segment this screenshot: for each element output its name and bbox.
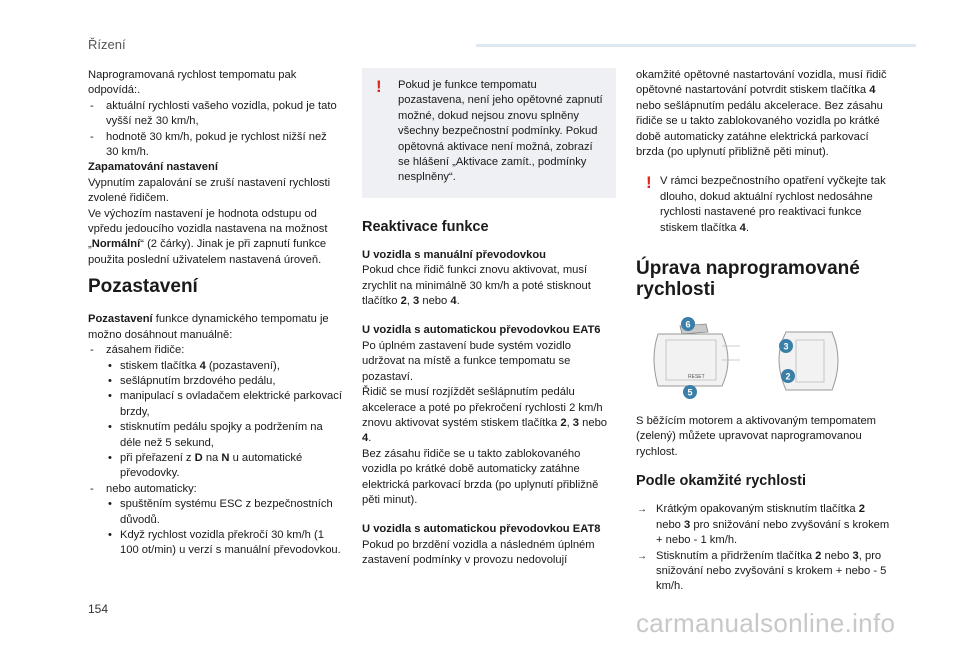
list-item: • stiskem tlačítka 4 (pozastavení), (106, 359, 342, 374)
header-bar (476, 44, 916, 47)
eat6-text-1: Po úplném zastavení bude systém vozidlo udržovat na místě a funkce tempomatu se pozastaví. (362, 339, 571, 383)
label-badge-5 (683, 385, 697, 399)
label-badge-3 (779, 339, 793, 353)
pause-list (88, 343, 342, 559)
list-item: • při přeřazení z D na N u automatické převodovky. (106, 451, 342, 482)
pause-intro: Pozastavení funkce dynamického tempomatu je možno dosáhnout manuálně: (88, 313, 329, 341)
column-2 (362, 68, 616, 569)
watermark: carmanualsonline.info (636, 608, 896, 638)
page-header-title: Řízení (88, 37, 126, 52)
reactivation-heading: Reaktivace funkce (362, 218, 489, 235)
edit-speed-heading: Úprava naprogramované rychlosti (636, 258, 860, 301)
intro-list (88, 99, 342, 161)
manual-text: Pokud chce řidič funkci znovu aktivovat, musí zrychlit na minimálně 30 km/h a poté stisknout tlačítko 2, 3 nebo 4. (362, 264, 591, 308)
driver-actions-list (106, 359, 342, 482)
pause-heading: Pozastavení (88, 276, 198, 298)
warning-note-text: V rámci bezpečnostního opatření vyčkejte tak dlouho, dokud aktuální rychlost nedosáhne rychlosti nastavené pro reaktivaci funkce stiskem tlačítka 4. (660, 175, 886, 234)
svg-text:5: 5 (687, 387, 693, 398)
list-item: - hodnotě 30 km/h, pokud je rychlost nižší než 30 km/h. (88, 130, 342, 161)
instant-speed-heading: Podle okamžité rychlosti (636, 473, 807, 490)
list-item: - zásahem řidiče: • stiskem tlačítka 4 (pozastavení), • sešlápnutím brzdového pedálu, • manipulací s ovladačem elektrické parkovací brzdy, • stisknutím pedálu spojky a podržením na déle než 5 sekund, • při přeřazení z D na N u automatické převodovky. (88, 343, 342, 482)
eat6-title: U vozidla s automatickou převodovkou EAT6 (362, 324, 601, 337)
eat8-text: Pokud po brzdění vozidla a následném úplném zastavení podmínky v provozu nedovolují (362, 538, 595, 567)
pill-label: RESET (688, 374, 705, 381)
memory-title: Zapamatování nastavení (88, 161, 218, 174)
memory-text-2: Ve výchozím nastavení je hodnota odstupu od vpředu jedoucího vozidla nastavena na možnost „Normální“ (2 čárky). Jinak je při zapnutí funkce použita poslední uživatelem nastavená úroveň. (88, 207, 328, 266)
page-number: 154 (88, 602, 109, 616)
manual-title: U vozidla s manuální převodovkou (362, 248, 547, 261)
warning-icon: ! (646, 173, 652, 193)
eat6-text-2: Řidič se musí rozjíždět sešlápnutím pedálu akcelerace a poté po překročení rychlosti 2 km/h znovu aktivovat systém stiskem tlačítka 2, 3 nebo 4. (362, 386, 608, 445)
list-item: - aktuální rychlosti vašeho vozidla, pokud je tato vyšší než 30 km/h, (88, 99, 342, 130)
svg-text:6: 6 (685, 319, 691, 330)
column-3 (636, 68, 890, 595)
auto-actions-list (106, 497, 342, 559)
stalk-illustration (636, 316, 890, 400)
instructions-list (636, 502, 890, 594)
label-badge-2 (781, 369, 795, 383)
list-item: • manipulací s ovladačem elektrické parkovací brzdy, (106, 389, 342, 420)
engine-running-text: S běžícím motorem a aktivovaným tempomatem (zelený) můžete upravovat naprogramovanou rychlost. (636, 415, 876, 458)
svg-text:3: 3 (783, 341, 789, 352)
warning-note (636, 174, 890, 236)
list-item: • sešlápnutím brzdového pedálu, (106, 374, 342, 389)
memory-text-1: Vypnutím zapalování se zruší nastavení rychlosti zvolené řidičem. (88, 176, 331, 205)
warning-box (362, 68, 616, 198)
eat6-text-3: Bez zásahu řidiče se u takto zablokovaného vozidla po krátké době automaticky zatáhne elektrická parkovací brzda (po uplynutí přibližně pěti minut). (362, 447, 599, 506)
list-item: → Stisknutím a přidržením tlačítka 2 nebo 3, pro snižování nebo zvyšování s krokem + nebo - 5 km/h. (636, 549, 890, 595)
list-item: • spuštěním systému ESC z bezpečnostních důvodů. (106, 497, 342, 528)
list-item: • stisknutím pedálu spojky a podržením na déle než 5 sekund, (106, 420, 342, 451)
svg-text:2: 2 (785, 371, 791, 382)
continued-text: okamžité opětovné nastartování vozidla, musí řidič opětovné nastartování potvrdit stiskem tlačítka 4 nebo sešlápnutím pedálu akcelerace. Bez zásahu řidiče se u takto zablokovaného vozidla po krátké době automaticky zatáhne elektrická parkovací brzda (po uplynutí přibližně pěti minut). (636, 69, 887, 159)
cruise-control-figure (636, 316, 890, 400)
list-item: - nebo automaticky: • spuštěním systému ESC z bezpečnostních důvodů. • Když rychlost vozidla překročí 30 km/h (1 100 ot/min) u verzí s manuální převodovkou. (88, 482, 342, 559)
eat8-title: U vozidla s automatickou převodovkou EAT8 (362, 523, 601, 536)
warning-icon: ! (376, 77, 382, 96)
list-item: → Krátkým opakovaným stisknutím tlačítka 2 nebo 3 pro snižování nebo zvyšování s krokem + nebo - 1 km/h. (636, 502, 890, 548)
list-item: • Když rychlost vozidla překročí 30 km/h (1 100 ot/min) u verzí s manuální převodovkou. (106, 528, 342, 559)
label-badge-6 (681, 317, 695, 331)
warning-text: Pokud je funkce tempomatu pozastavena, není jeho opětovné zapnutí možné, dokud nejsou znovu splněny všechny bezpečnostní podmínky. Pokud opětovná aktivace není možná, zobrazí se hlášení „Aktivace zamít., podmínky nesplněny“. (398, 79, 603, 184)
column-1 (88, 68, 342, 559)
intro-text: Naprogramovaná rychlost tempomatu pak odpovídá:. (88, 69, 297, 97)
